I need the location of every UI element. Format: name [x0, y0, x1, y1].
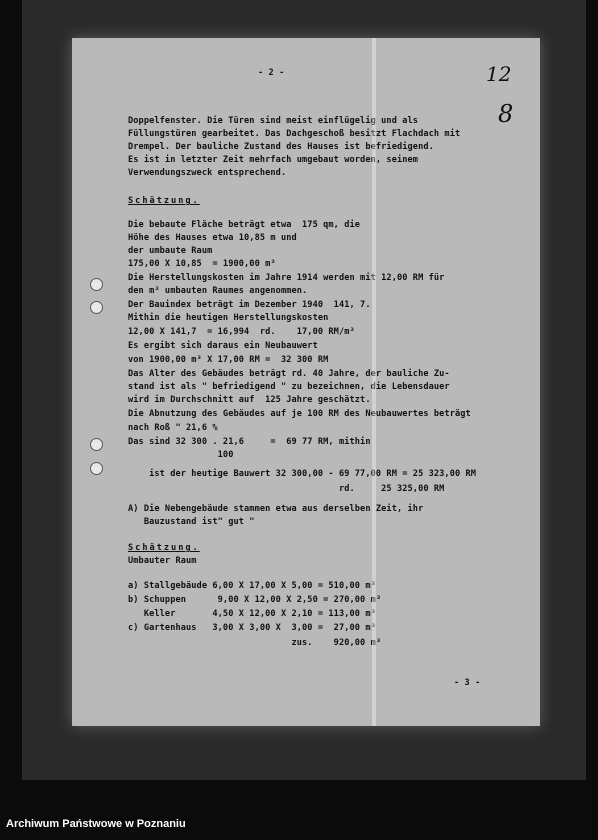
calc-line: ist der heutige Bauwert 32 300,00 - 69 77,00 RM = 25 323,00 RM [128, 469, 477, 479]
calc-line: 175,00 X 10,85 = 1900,00 m³ [128, 259, 276, 269]
calc-line: rd. 25 325,00 RM [128, 484, 445, 494]
page-number: - 2 - [258, 68, 285, 78]
text-line: Verwendungszweck entsprechend. [128, 168, 287, 178]
text-line: wird im Durchschnitt auf 125 Jahre geschätzt. [128, 395, 371, 405]
calc-line: a) Stallgebäude 6,00 X 17,00 X 5,00 = 510,00 m³ [128, 581, 376, 591]
text-line: Drempel. Der bauliche Zustand des Hauses ist befriedigend. [128, 142, 434, 152]
punch-hole [90, 301, 103, 314]
next-page-number: - 3 - [454, 678, 481, 688]
calc-line: c) Gartenhaus 3,00 X 3,00 X 3,00 = 27,00 m³ [128, 623, 376, 633]
document-page [72, 38, 540, 726]
text-line: Es ist in letzter Zeit mehrfach umgebaut worden, seinem [128, 155, 419, 165]
text-line: Die bebaute Fläche beträgt etwa 175 qm, die [128, 220, 361, 230]
section-heading: Schätzung. [128, 196, 200, 206]
punch-hole [90, 438, 103, 451]
text-line: Mithin die heutigen Herstellungskosten [128, 313, 329, 323]
punch-hole [90, 278, 103, 291]
calc-line: b) Schuppen 9,00 X 12,00 X 2,50 = 270,00 m³ [128, 595, 382, 605]
calc-line: 12,00 X 141,7 = 16,994 rd. 17,00 RM/m³ [128, 327, 355, 337]
handwritten-folio-number: 12 [486, 62, 512, 86]
text-line: A) Die Nebengebäude stammen etwa aus derselben Zeit, ihr [128, 504, 424, 514]
text-line: Bauzustand ist" gut " [128, 517, 255, 527]
punch-hole [90, 462, 103, 475]
calc-line: Keller 4,50 X 12,00 X 2,10 = 113,00 m³ [128, 609, 376, 619]
calc-line: 100 [128, 450, 234, 460]
handwritten-mark: 8 [498, 100, 514, 128]
calc-line: Das sind 32 300 . 21,6 = 69 77 RM, mithin [128, 437, 371, 447]
text-line: Das Alter des Gebäudes beträgt rd. 40 Jahre, der bauliche Zu- [128, 369, 450, 379]
text-line: nach Roß " 21,6 % [128, 423, 218, 433]
text-line: Die Herstellungskosten im Jahre 1914 werden mit 12,00 RM für [128, 273, 445, 283]
archive-name: Archiwum Państwowe w Poznaniu [6, 818, 186, 830]
text-line: Es ergibt sich daraus ein Neubauwert [128, 341, 318, 351]
text-line: Füllungstüren gearbeitet. Das Dachgeschoß besitzt Flachdach mit [128, 129, 461, 139]
text-line: stand ist als " befriedigend " zu bezeichnen, die Lebensdauer [128, 382, 450, 392]
text-line: Doppelfenster. Die Türen sind meist einflügelig und als [128, 116, 419, 126]
text-line: der umbaute Raum [128, 246, 213, 256]
text-line: Höhe des Hauses etwa 10,85 m und [128, 233, 297, 243]
footer-bar [0, 780, 598, 840]
text-line: den m³ umbauten Raumes angenommen. [128, 286, 308, 296]
text-line: Der Bauindex beträgt im Dezember 1940 141, 7. [128, 300, 371, 310]
calc-line: zus. 920,00 m³ [128, 638, 382, 648]
text-line: Die Abnutzung des Gebäudes auf je 100 RM des Neubauwertes beträgt [128, 409, 471, 419]
section-heading: Schätzung. [128, 543, 200, 553]
text-line: Umbauter Raum [128, 556, 197, 566]
calc-line: von 1900,00 m³ X 17,00 RM = 32 300 RM [128, 355, 329, 365]
